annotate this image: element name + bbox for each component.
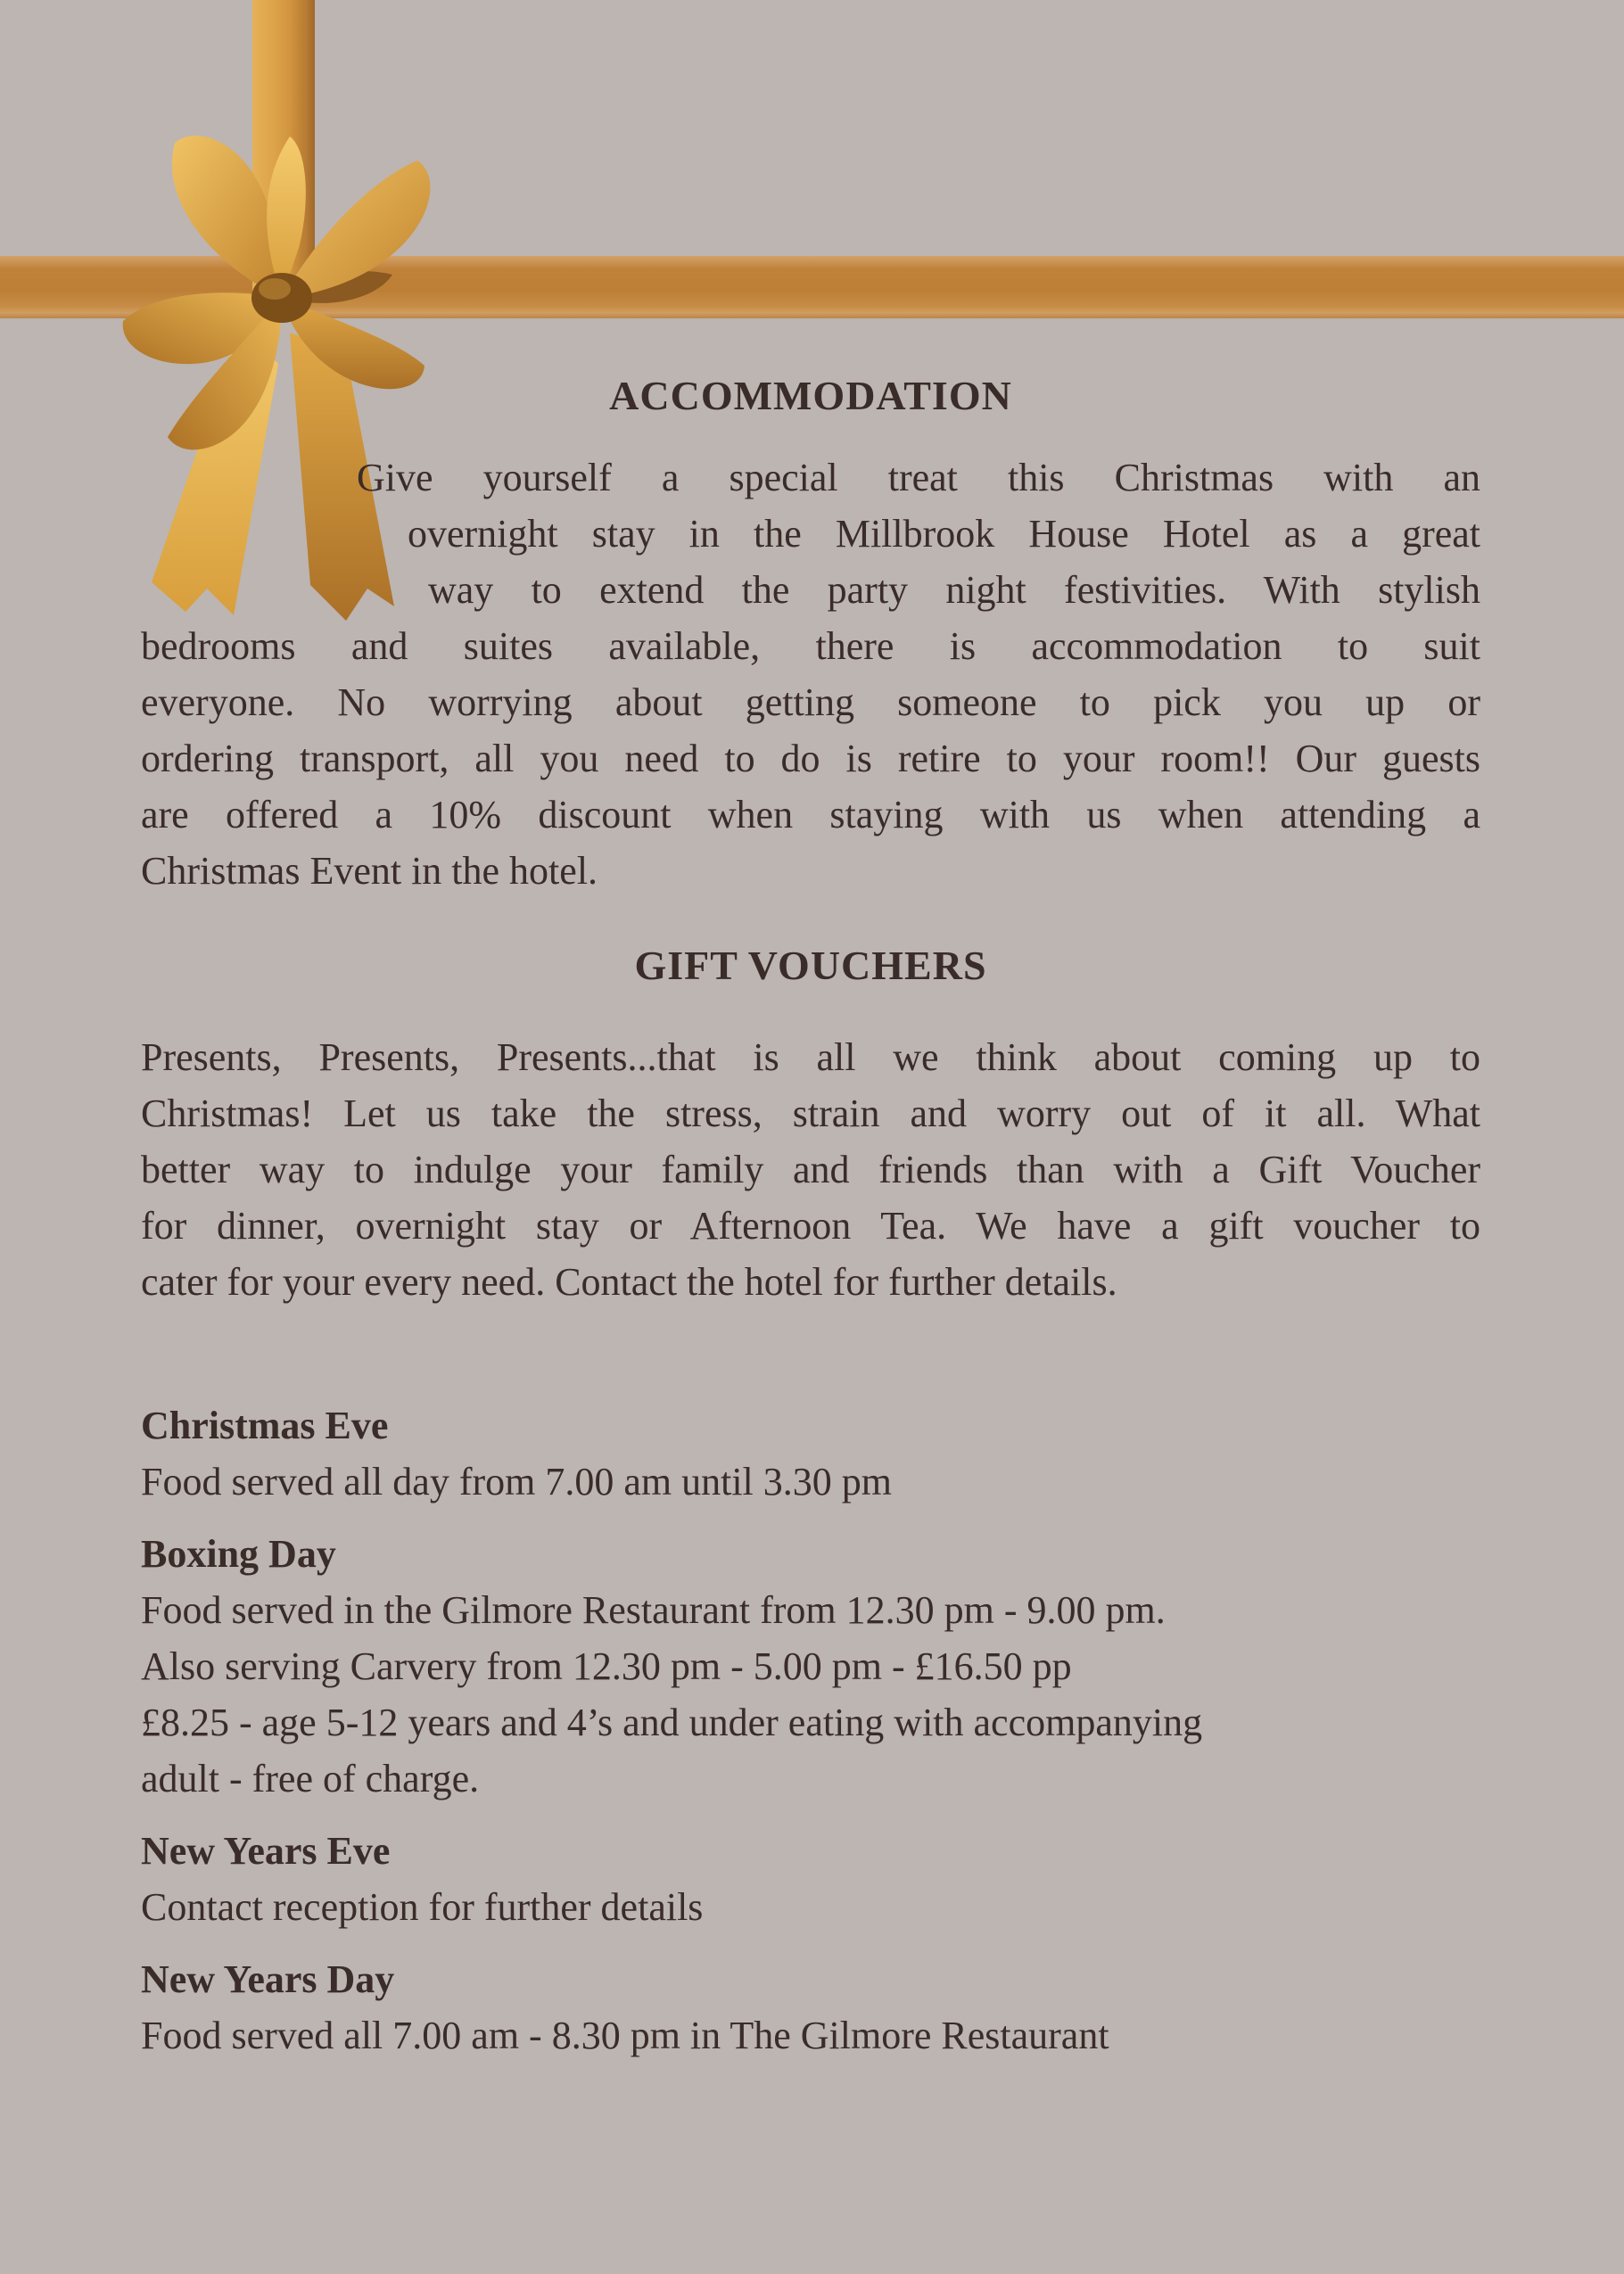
schedule-line: Food served in the Gilmore Restaurant from 12.30 pm - 9.00 pm. — [141, 1588, 1166, 1632]
schedule-group — [141, 1526, 1480, 1807]
schedule-group-lines — [141, 2007, 1480, 2064]
schedule-day-heading: Boxing Day — [141, 1532, 336, 1576]
paragraph-line: cater for your every need. Contact the hotel for further details. — [141, 1260, 1117, 1304]
accommodation-paragraph — [141, 449, 1480, 899]
schedule-group-lines — [141, 1582, 1480, 1807]
paragraph-line: overnight stay in the Millbrook House Hotel as a great — [408, 512, 1480, 556]
schedule-group — [141, 1951, 1480, 2064]
schedule-day-heading: Christmas Eve — [141, 1404, 389, 1447]
gift-vouchers-title: GIFT VOUCHERS — [634, 943, 987, 988]
paragraph-line: better way to indulge your family and friends than with a Gift Voucher — [141, 1148, 1480, 1191]
paragraph-line: are offered a 10% discount when staying with us when attending a — [141, 793, 1480, 836]
schedule-group-lines — [141, 1454, 1480, 1510]
accommodation-title: ACCOMMODATION — [609, 373, 1012, 418]
paragraph-line: Presents, Presents, Presents...that is all we think about coming up to — [141, 1035, 1480, 1079]
festive-schedule — [141, 1397, 1480, 2064]
gift-vouchers-paragraph — [141, 1029, 1480, 1310]
schedule-line: Food served all 7.00 am - 8.30 pm in The Gilmore Restaurant — [141, 2014, 1109, 2057]
schedule-line: Also serving Carvery from 12.30 pm - 5.00 pm - £16.50 pp — [141, 1644, 1072, 1688]
paragraph-line: ordering transport, all you need to do is retire to your room!! Our guests — [141, 737, 1480, 780]
paragraph-line: everyone. No worrying about getting someone to pick you up or — [141, 680, 1480, 724]
schedule-line: Contact reception for further details — [141, 1885, 704, 1929]
paragraph-line: for dinner, overnight stay or Afternoon Tea. We have a gift voucher to — [141, 1204, 1480, 1248]
paragraph-line: Christmas! Let us take the stress, strain and worry out of it all. What — [141, 1092, 1480, 1135]
schedule-group-lines — [141, 1879, 1480, 1935]
schedule-day-heading: New Years Day — [141, 1957, 395, 2001]
bow-knot — [251, 273, 312, 323]
schedule-group — [141, 1397, 1480, 1510]
schedule-day-heading: New Years Eve — [141, 1829, 391, 1873]
schedule-line: £8.25 - age 5-12 years and 4’s and under eating with accompanying — [141, 1701, 1203, 1744]
schedule-line: adult - free of charge. — [141, 1757, 480, 1800]
schedule-line: Food served all day from 7.00 am until 3.30 pm — [141, 1460, 892, 1504]
paragraph-line: Christmas Event in the hotel. — [141, 849, 598, 893]
paragraph-line: bedrooms and suites available, there is accommodation to suit — [141, 624, 1480, 668]
paragraph-line: Give yourself a special treat this Christmas with an — [357, 456, 1480, 499]
paragraph-line: way to extend the party night festivities. With stylish — [428, 568, 1480, 612]
schedule-group — [141, 1823, 1480, 1935]
